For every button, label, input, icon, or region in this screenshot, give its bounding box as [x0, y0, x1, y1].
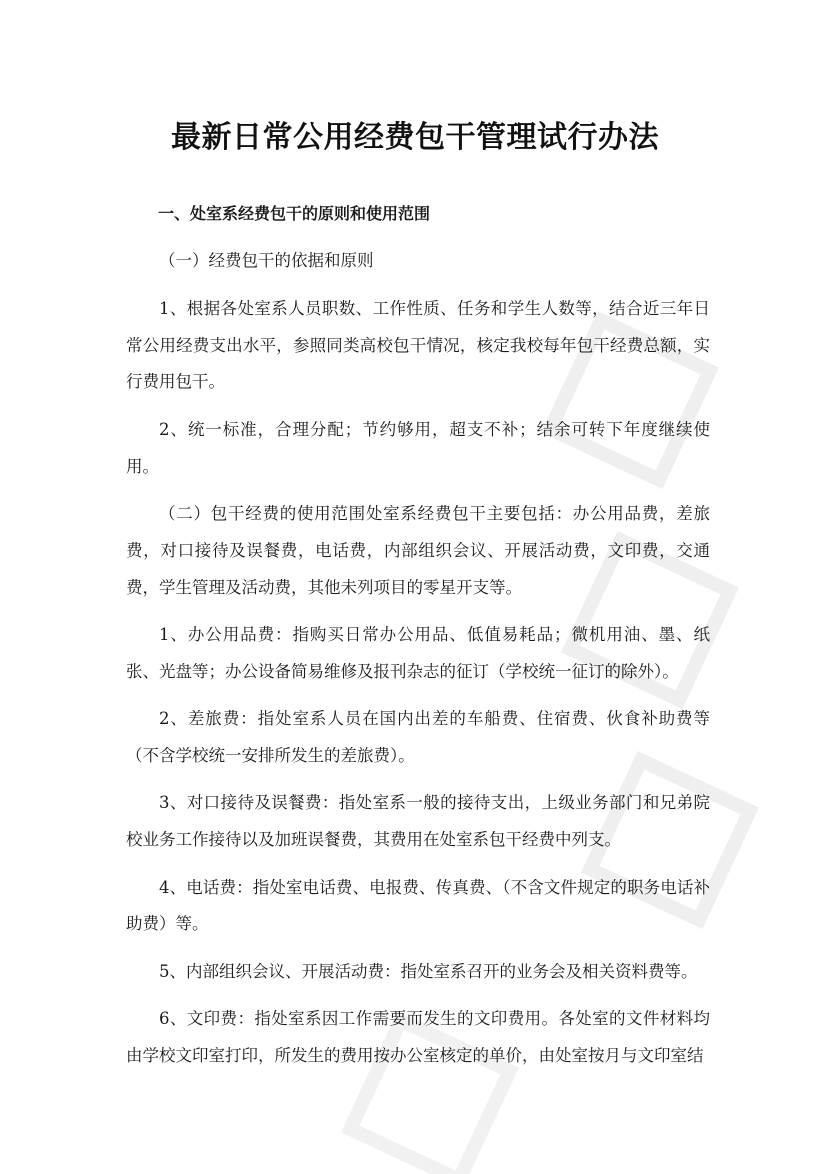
body-paragraph: 1、根据各处室系人员职数、工作性质、任务和学生人数等，结合近三年日常公用经费支出水平，参照同类高校包干情况，核定我校每年包干经费总额，实行费用包干。: [126, 298, 710, 392]
document-body: [126, 196, 710, 1085]
body-paragraph: 6、文印费：指处室系因工作需要而发生的文印费用。各处室的文件材料均由学校文印室打印，所发生的费用按办公室核定的单价，由处室按月与文印室结: [126, 1009, 710, 1065]
body-paragraph: 4、电话费：指处室电话费、电报费、传真费、（不含文件规定的职务电话补助费）等。: [126, 877, 710, 934]
body-paragraph: 2、统一标准，合理分配；节约够用，超支不补；结余可转下年度继续使用。: [126, 419, 710, 476]
body-paragraph: （二）包干经费的使用范围处室系经费包干主要包括：办公用品费，差旅费，对口接待及误餐费，电话费，内部组织会议、开展活动费，文印费，交通费，学生管理及活动费，其他未列项目的零星开支等。: [126, 503, 710, 597]
body-paragraph: 3、对口接待及误餐费：指处室系一般的接待支出，上级业务部门和兄弟院校业务工作接待以及加班误餐费，其费用在处室系包干经费中列支。: [126, 793, 710, 850]
body-paragraph: 2、差旅费：指处室系人员在国内出差的车船费、住宿费、伙食补助费等（不含学校统一安排所发生的差旅费）。: [126, 709, 710, 765]
document-title: 最新日常公用经费包干管理试行办法: [171, 120, 659, 155]
section-heading: 一、处室系经费包干的原则和使用范围: [158, 204, 431, 223]
body-paragraph: 1、办公用品费：指购买日常办公用品、低值易耗品；微机用油、墨、纸张、光盘等；办公设备简易维修及报刊杂志的征订（学校统一征订的除外）。: [126, 624, 710, 681]
subsection-heading: （一）经费包干的依据和原则: [159, 251, 374, 271]
body-paragraph: 5、内部组织会议、开展活动费：指处室系召开的业务会及相关资料费等。: [159, 961, 698, 981]
